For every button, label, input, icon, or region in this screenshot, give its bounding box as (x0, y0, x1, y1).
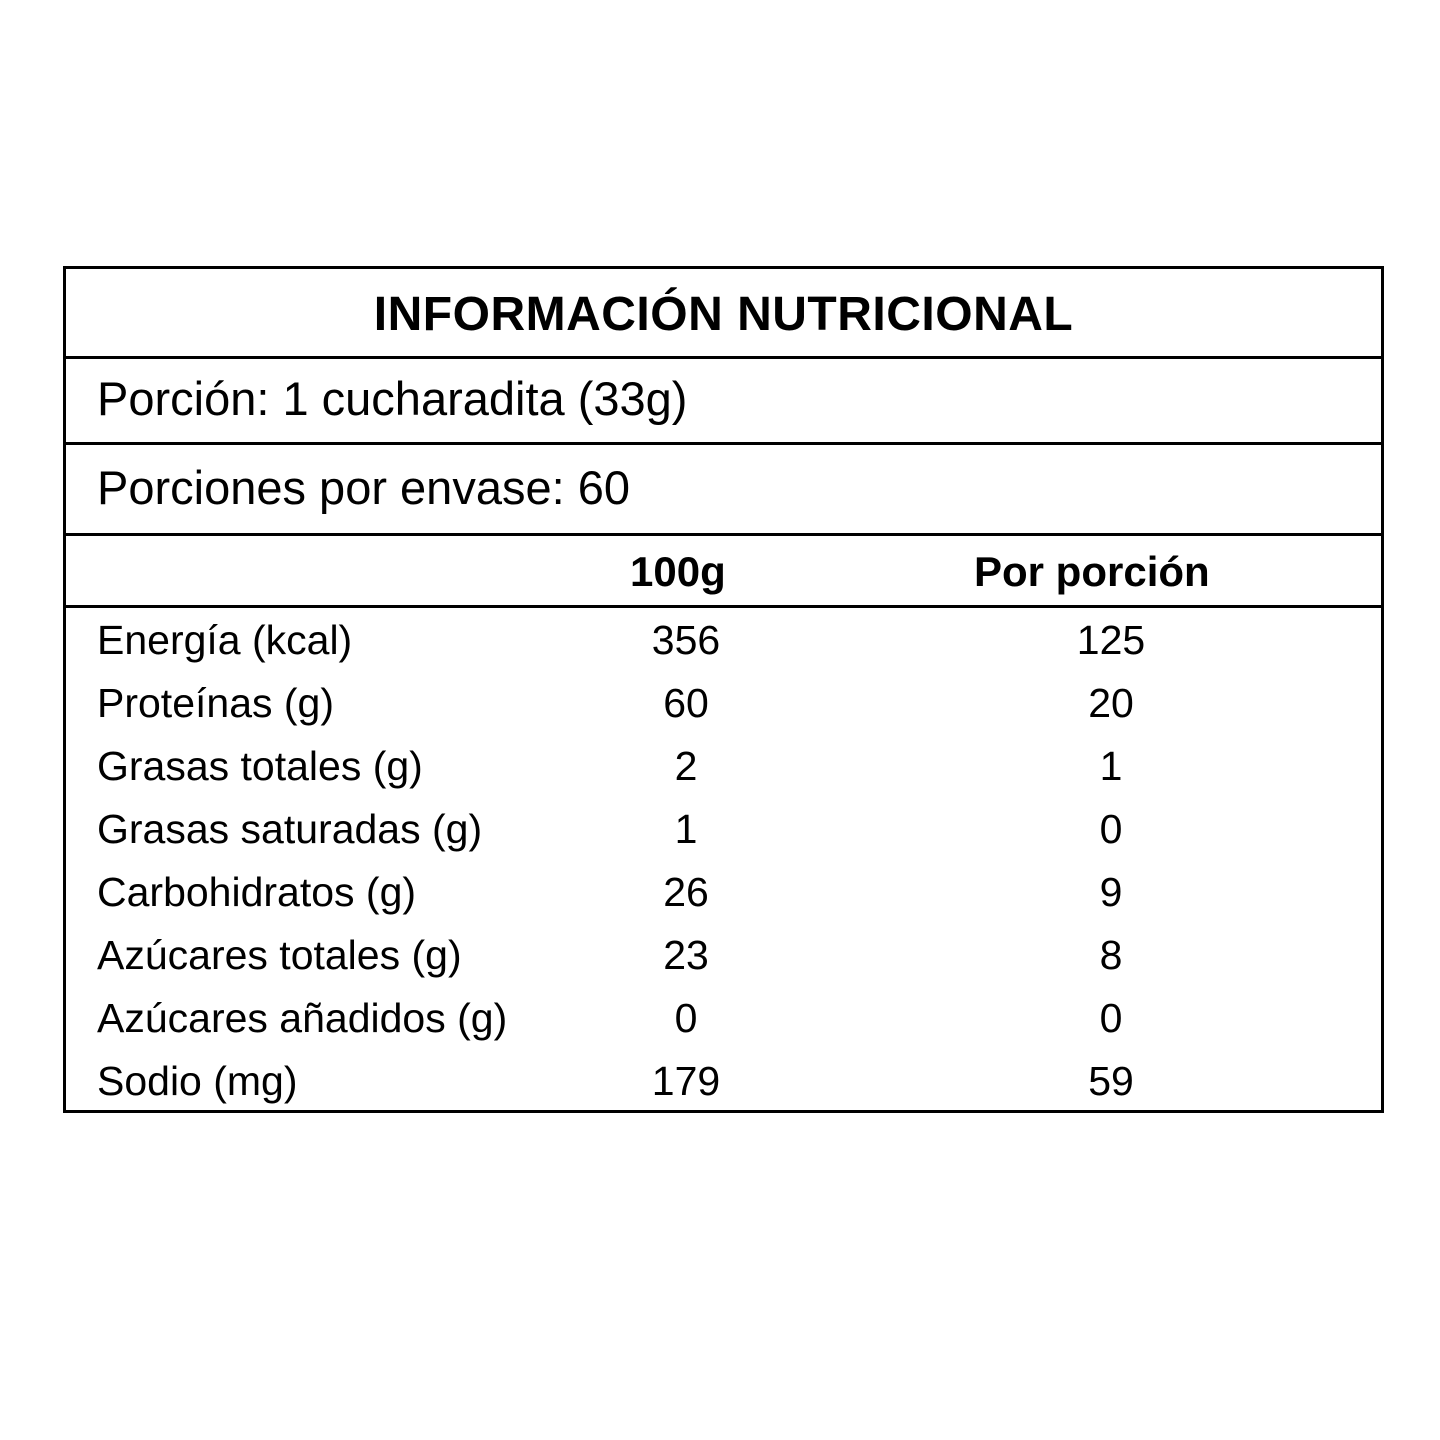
nutrient-value-100g: 179 (651, 1058, 721, 1104)
servings-per-container: Porciones por envase: 60 (97, 460, 630, 514)
column-header-row (66, 536, 1381, 608)
nutrient-value-per-portion: 20 (1088, 680, 1134, 726)
nutrient-value-per-portion: 125 (1076, 617, 1146, 663)
nutrient-row-energy (66, 611, 1381, 674)
nutrient-value-per-portion: 8 (1099, 932, 1123, 978)
nutrient-row-protein (66, 674, 1381, 737)
nutrient-value-per-portion: 1 (1099, 743, 1123, 789)
portion-size: Porción: 1 cucharadita (33g) (97, 372, 688, 425)
nutrient-row-total-sugars (66, 926, 1381, 989)
nutrient-name: Grasas saturadas (g) (97, 806, 483, 852)
title-row (66, 269, 1381, 359)
portion-row (66, 359, 1381, 445)
nutrient-name: Carbohidratos (g) (97, 869, 417, 915)
nutrient-value-100g: 1 (674, 806, 698, 852)
nutrient-name: Energía (kcal) (97, 617, 353, 663)
nutrient-name: Sodio (mg) (97, 1058, 298, 1104)
servings-row (66, 445, 1381, 536)
nutrient-value-100g: 26 (663, 869, 709, 915)
nutrient-name: Proteínas (g) (97, 680, 334, 726)
nutrient-name: Grasas totales (g) (97, 743, 423, 789)
nutrient-value-per-portion: 0 (1099, 806, 1123, 852)
nutrient-value-100g: 60 (663, 680, 709, 726)
nutrient-name: Azúcares añadidos (g) (97, 995, 508, 1041)
nutrient-value-100g: 2 (674, 743, 698, 789)
nutrient-value-per-portion: 9 (1099, 869, 1123, 915)
nutrient-row-total-fat (66, 737, 1381, 800)
table-title: INFORMACIÓN NUTRICIONAL (373, 288, 1074, 341)
nutrient-row-saturated-fat (66, 800, 1381, 863)
nutrient-row-carbohydrates (66, 863, 1381, 926)
nutrient-value-per-portion: 0 (1099, 995, 1123, 1041)
nutrient-value-100g: 23 (663, 932, 709, 978)
nutrient-list (66, 611, 1381, 1115)
nutrient-value-per-portion: 59 (1088, 1058, 1134, 1104)
nutrient-value-100g: 0 (674, 995, 698, 1041)
nutrition-facts-table (63, 266, 1384, 1113)
nutrient-row-added-sugars (66, 989, 1381, 1052)
column-header-100g: 100g (630, 548, 726, 595)
nutrient-name: Azúcares totales (g) (97, 932, 462, 978)
nutrient-value-100g: 356 (651, 617, 721, 663)
column-header-per-portion: Por porción (974, 548, 1210, 595)
nutrient-row-sodium (66, 1052, 1381, 1115)
